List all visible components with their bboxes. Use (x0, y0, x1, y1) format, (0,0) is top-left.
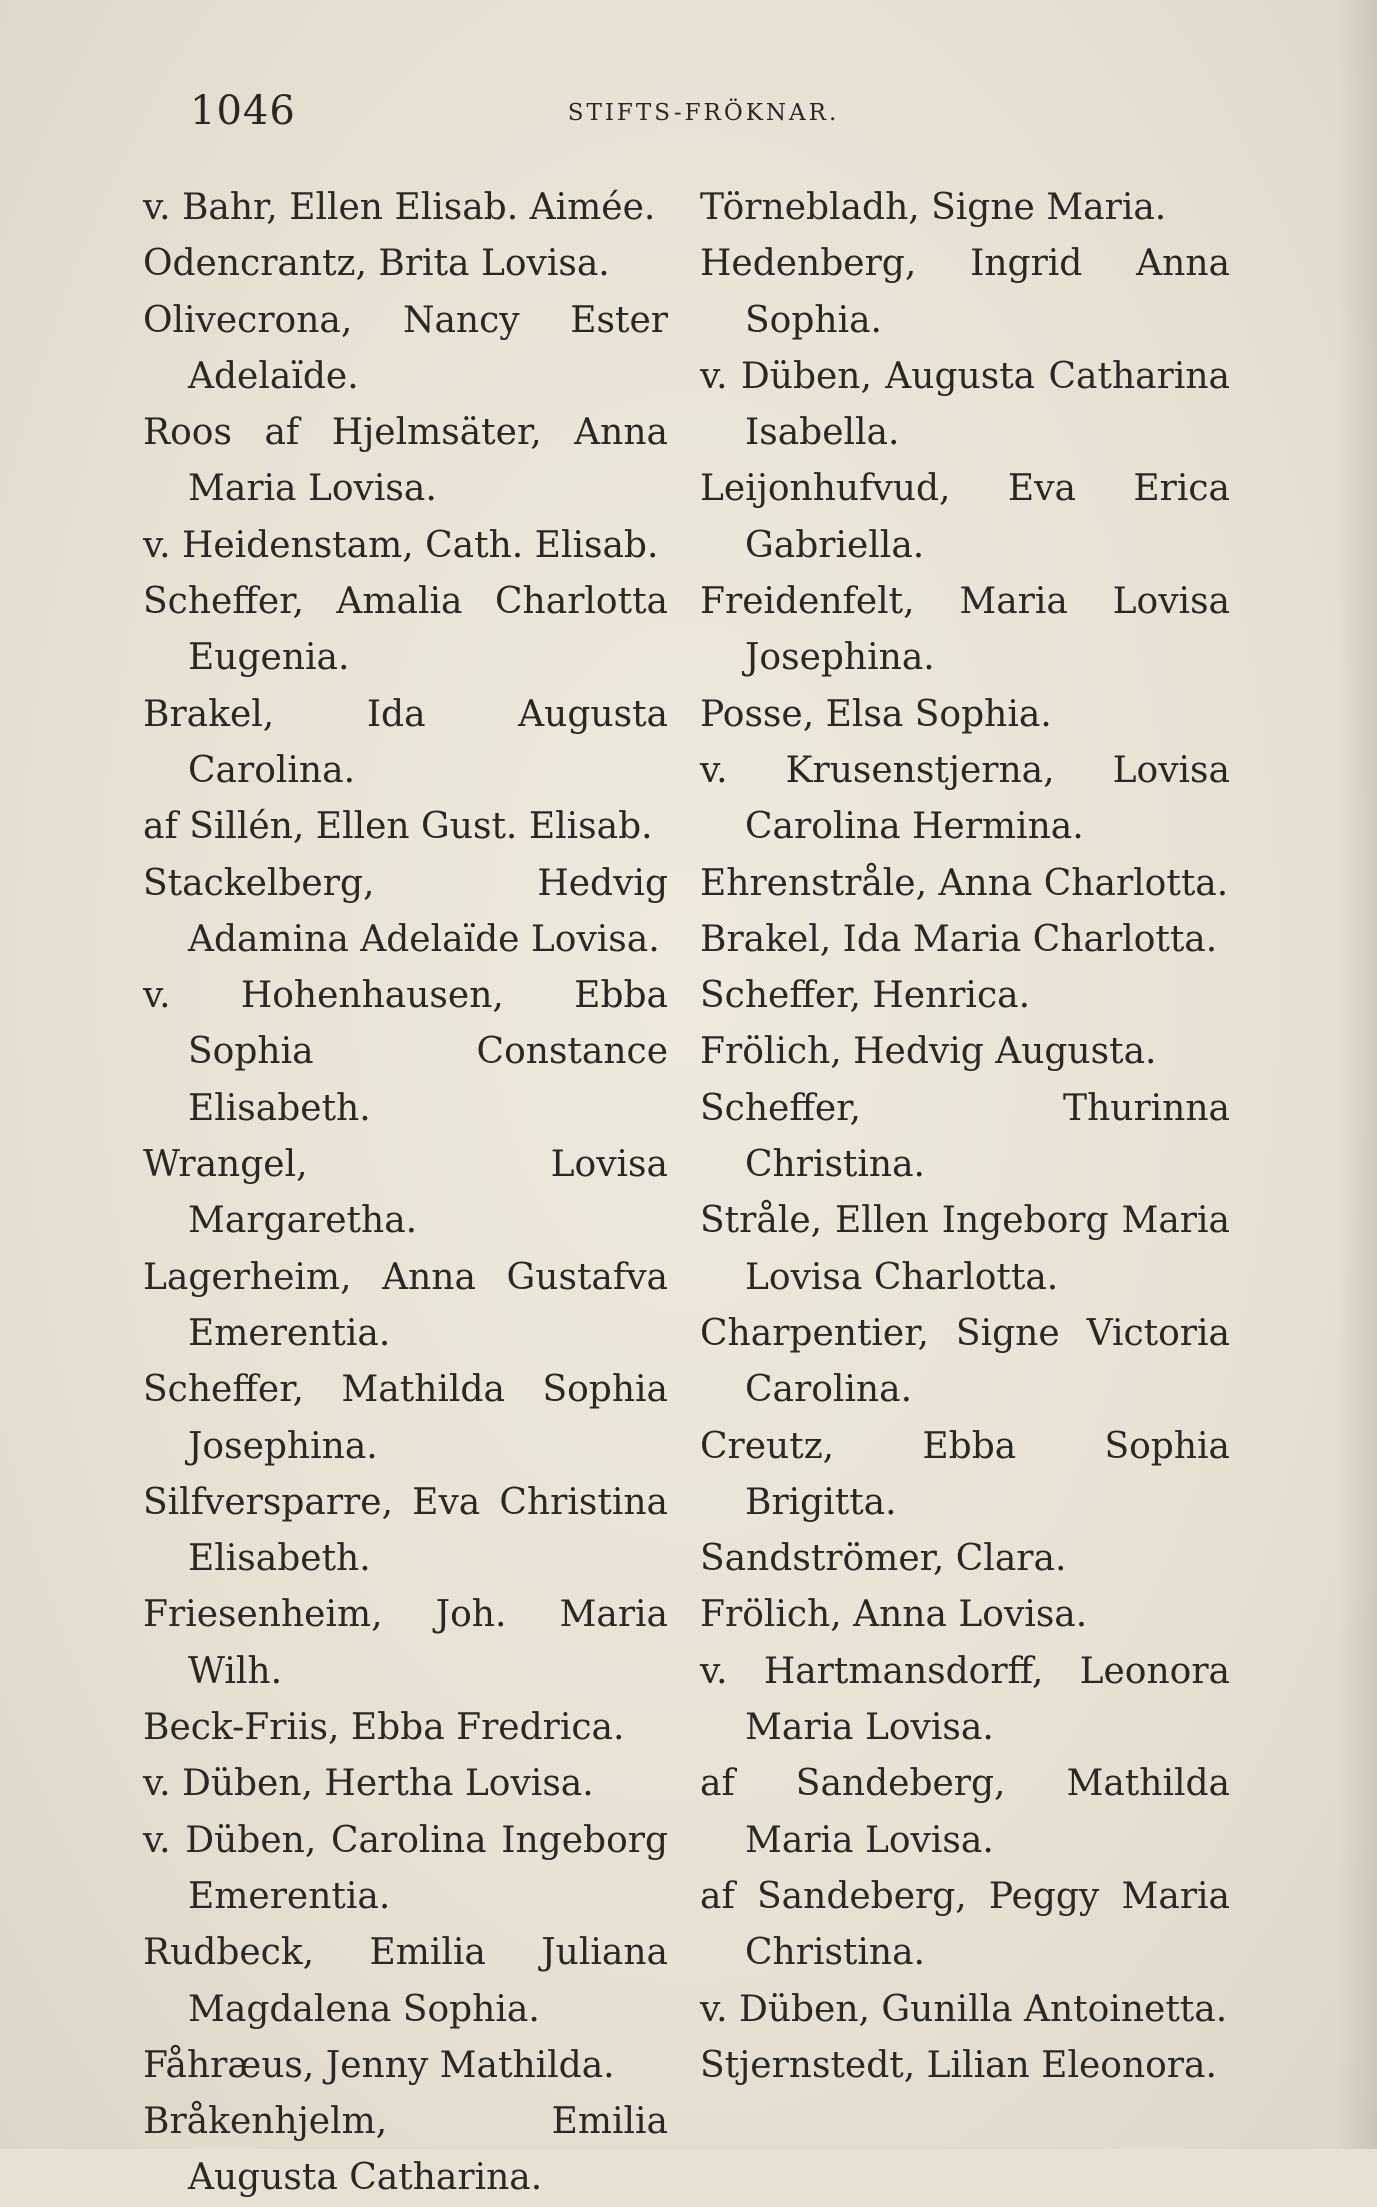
name-entry: Olivecrona, Nancy Ester Adelaïde. (143, 299, 668, 397)
name-entry: Törnebladh, Signe Maria. (700, 187, 1167, 228)
name-entry: Fåhræus, Jenny Mathilda. (143, 2044, 615, 2086)
name-entry: Charpentier, Signe Victoria Carolina. (700, 1312, 1230, 1411)
name-entry: Hedenberg, Ingrid Anna Sophia. (700, 243, 1230, 341)
name-entry: v. Bahr, Ellen Elisab. Aimée. (143, 187, 656, 228)
name-entry: Frölich, Anna Lovisa. (700, 1594, 1088, 1636)
name-entry: Freidenfelt, Maria Lovisa Josephina. (700, 581, 1230, 679)
name-entry: v. Hartmansdorff, Leonora Maria Lovisa. (700, 1650, 1230, 1749)
name-entry: Bråkenhjelm, Emilia Augusta Catharina. (143, 2101, 668, 2199)
name-entry: Creutz, Ebba Sophia Brigitta. (700, 1425, 1230, 1523)
name-entry: af Sandeberg, Peggy Maria Christina. (700, 1875, 1230, 1974)
name-entry: Friesenheim, Joh. Maria Wilh. (143, 1594, 668, 1692)
name-entry: Stjernstedt, Lilian Eleonora. (700, 2044, 1217, 2086)
page-header (0, 88, 1377, 138)
name-entry: Scheffer, Henrica. (700, 975, 1031, 1017)
name-entry: v. Düben, Carolina Ingeborg Emerentia. (143, 1819, 668, 1917)
name-entry: Leijonhufvud, Eva Erica Gabriella. (700, 468, 1230, 566)
name-entry: Brakel, Ida Maria Charlotta. (700, 918, 1218, 960)
name-entry: v. Heidenstam, Cath. Elisab. (143, 524, 659, 566)
name-entry: Rudbeck, Emilia Juliana Magdalena Sophia. (143, 1932, 668, 2030)
name-entry: Scheffer, Amalia Charlotta Eugenia. (143, 581, 668, 679)
page-edge-shadow (1337, 0, 1377, 2149)
name-entry: v. Krusenstjerna, Lovisa Carolina Hermina. (700, 749, 1230, 848)
name-entry: Odencrantz, Brita Lovisa. (143, 243, 610, 285)
name-entry: af Sandeberg, Mathilda Maria Lovisa. (700, 1763, 1230, 1861)
name-entry: Beck-Friis, Ebba Fredrica. (143, 1707, 625, 1749)
name-entry: Sandströmer, Clara. (700, 1538, 1067, 1580)
left-column (143, 180, 668, 2207)
name-entry: Silfversparre, Eva Christina Elisabeth. (143, 1481, 668, 1580)
name-entry: v. Düben, Gunilla Antoinetta. (700, 1988, 1228, 2030)
page-number: 1046 (190, 88, 296, 134)
name-entry: Wrangel, Lovisa Margaretha. (143, 1144, 668, 1242)
name-entry: Lagerheim, Anna Gustafva Emerentia. (143, 1256, 668, 1354)
name-entry: Ehrenstråle, Anna Charlotta. (700, 862, 1229, 904)
name-entry: Stråle, Ellen Ingeborg Maria Lovisa Charlotta. (700, 1200, 1230, 1298)
name-entry: af Sillén, Ellen Gust. Elisab. (143, 806, 653, 848)
name-entry: Scheffer, Thurinna Christina. (700, 1087, 1230, 1186)
name-entry: Stackelberg, Hedvig Adamina Adelaïde Lovisa. (143, 862, 668, 960)
name-entry: Posse, Elsa Sophia. (700, 693, 1052, 735)
name-entry: v. Hohenhausen, Ebba Sophia Constance Elisabeth. (143, 975, 668, 1129)
right-column (700, 180, 1230, 2094)
name-entry: Roos af Hjelmsäter, Anna Maria Lovisa. (143, 412, 668, 510)
name-entry: Scheffer, Mathilda Sophia Josephina. (143, 1369, 668, 1467)
running-title: STIFTS-FRÖKNAR. (567, 100, 840, 126)
name-entry: Frölich, Hedvig Augusta. (700, 1031, 1157, 1073)
name-entry: v. Düben, Hertha Lovisa. (143, 1763, 594, 1805)
name-entry: v. Düben, Augusta Catharina Isabella. (700, 355, 1230, 454)
name-entry: Brakel, Ida Augusta Carolina. (143, 693, 668, 791)
